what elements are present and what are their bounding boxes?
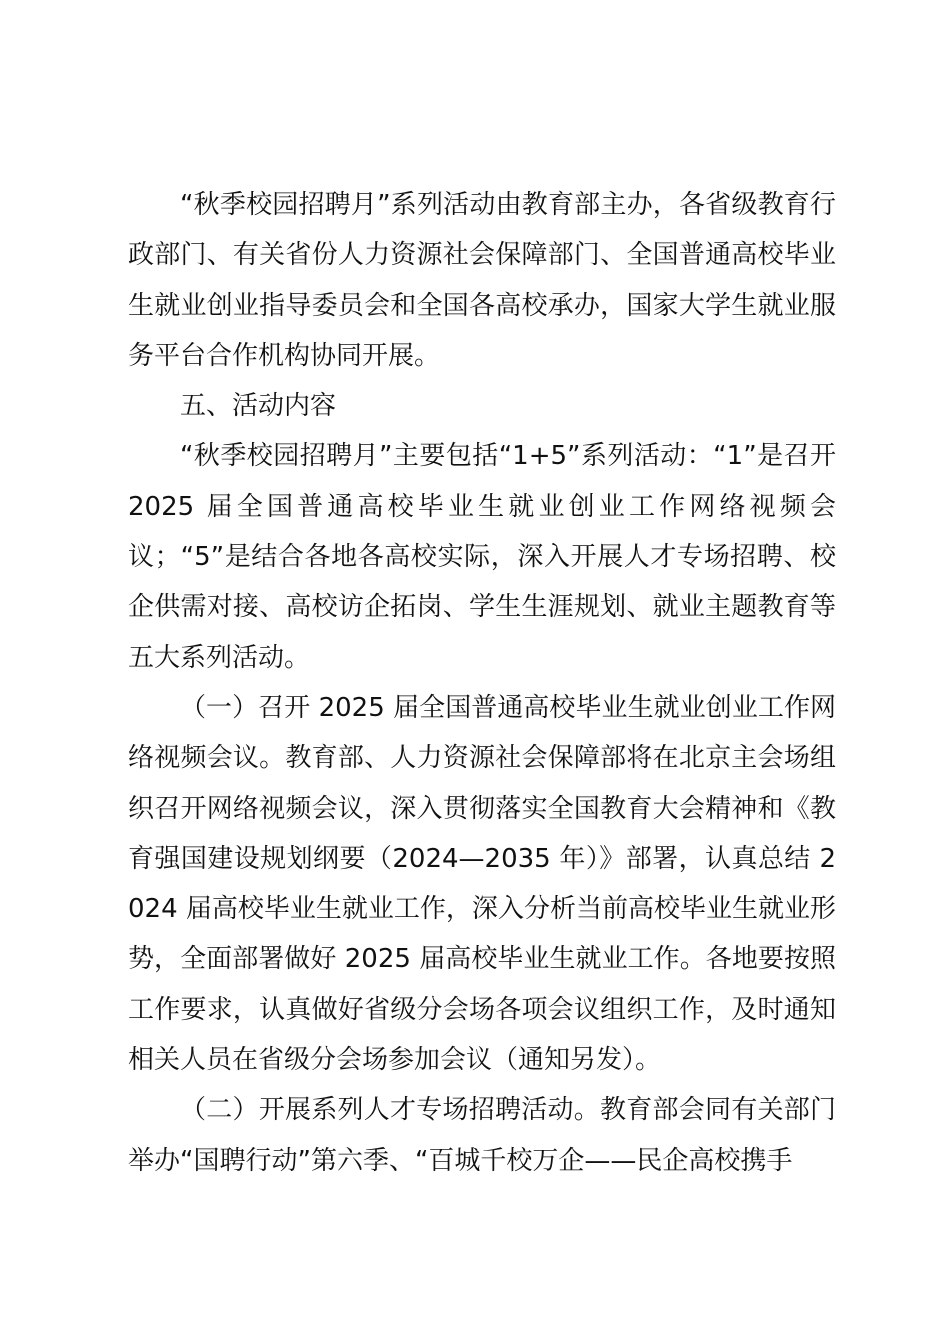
paragraph-item-one: （一）召开 2025 届全国普通高校毕业生就业创业工作网络视频会议。教育部、人力资源社会保障部将在北京主会场组织召开网络视频会议，深入贯彻落实全国教育大会精神和《教育强国建设规划纲要（2024—2035 年）》部署，认真总结 2024 届高校毕业生就业工作，深入分析当前高校毕业生就业形势，全面部署做好 2025 届高校毕业生就业工作。各地要按照工作要求，认真做好省级分会场各项会议组织工作，及时通知相关人员在省级分会场参加会议（通知另发）。 <box>128 692 836 1076</box>
document-body <box>128 180 836 1186</box>
paragraph-item-two: （二）开展系列人才专场招聘活动。教育部会同有关部门举办“国聘行动”第六季、“百城千校万企——民企高校携手 <box>128 1095 836 1176</box>
paragraph-organizers: “秋季校园招聘月”系列活动由教育部主办，各省级教育行政部门、有关省份人力资源社会保障部门、全国普通高校毕业生就业创业指导委员会和全国各高校承办，国家大学生就业服务平台合作机构协同开展。 <box>128 190 836 371</box>
paragraph-activity-overview: “秋季校园招聘月”主要包括“1+5”系列活动：“1”是召开 2025 届全国普通高校毕业生就业创业工作网络视频会议；“5”是结合各地各高校实际，深入开展人才专场招聘、校企供需对接、高校访企拓岗、学生生涯规划、就业主题教育等五大系列活动。 <box>128 441 836 673</box>
section-heading-activity-content: 五、活动内容 <box>180 391 337 422</box>
